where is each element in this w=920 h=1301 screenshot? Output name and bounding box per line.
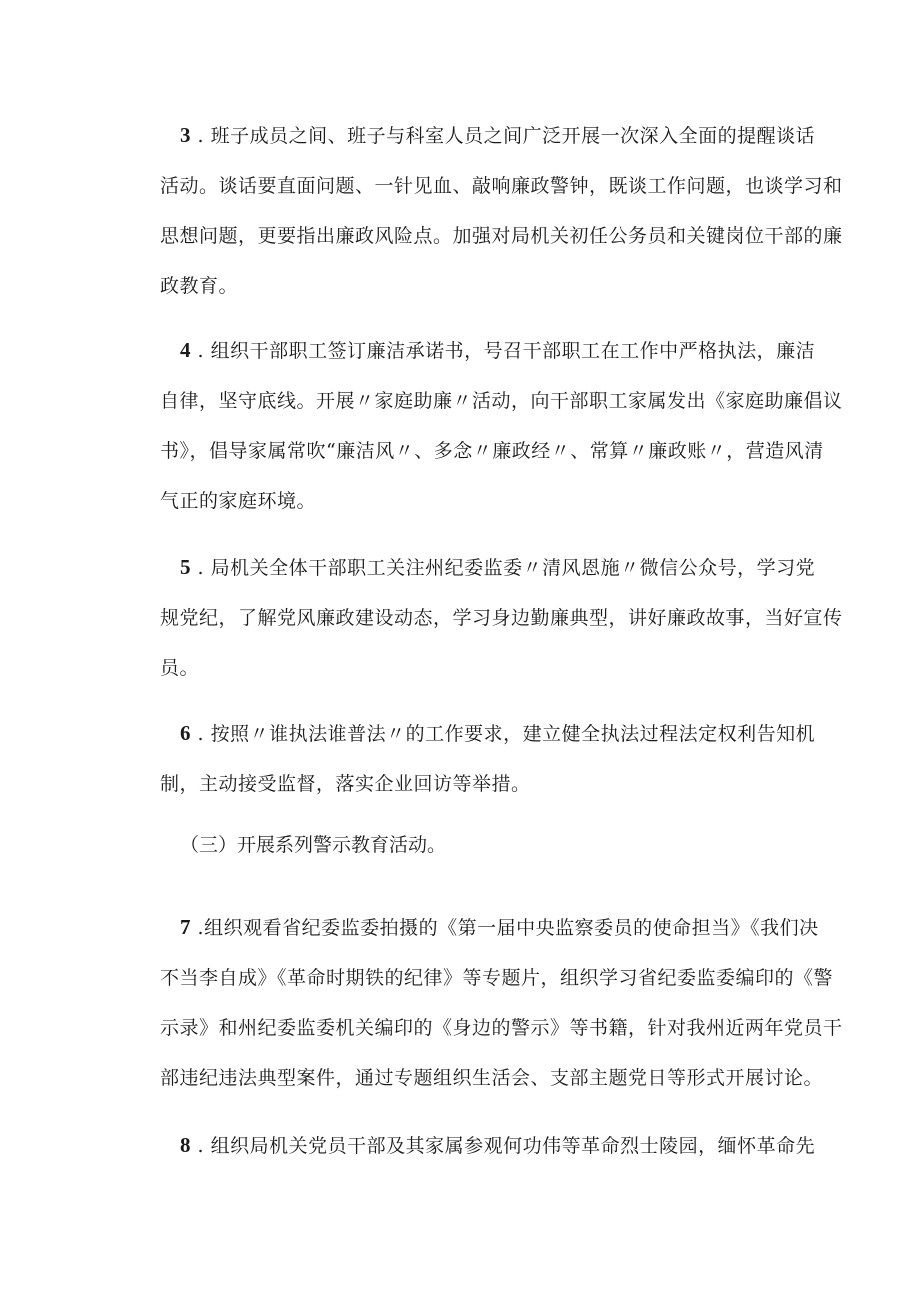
paragraph-line: 制，主动接受监督，落实企业回访等举措。 [160, 773, 531, 795]
paragraph-4 [160, 325, 843, 526]
paragraph-line: 8 . 组织局机关党员干部及其家属参观何功伟等革命烈士陵园，缅怀革命先 [180, 1133, 816, 1157]
paragraph-line: 规党纪，了解党风廉政建设动态，学习身边勤廉典型，讲好廉政故事，当好宣传 [160, 607, 843, 629]
item-number: 4 [180, 338, 191, 362]
paragraph-line: 活动。谈话要直面问题、一针见血、敲响廉政警钟，既谈工作问题，也谈学习和 [160, 175, 843, 197]
item-number: 3 [180, 123, 191, 147]
paragraph-line: 3 . 班子成员之间、班子与科室人员之间广泛开展一次深入全面的提醒谈话 [180, 123, 816, 147]
paragraph-line: 自律，坚守底线。开展〃家庭助廉〃活动，向干部职工家属发出《家庭助廉倡议 [160, 390, 843, 412]
paragraph-line: 不当李自成》《革命时期铁的纪律》等专题片，组织学习省纪委监委编印的《警 [160, 967, 834, 989]
item-number: 7 [180, 915, 191, 939]
paragraph-line: 书》，倡导家属常吹“廉洁风〃、多念〃廉政经〃、常算〃廉政账〃，营造风清 [160, 440, 824, 462]
paragraph-line: 气正的家庭环境。 [160, 490, 317, 512]
paragraph-line: 6 . 按照〃谁执法谁普法〃的工作要求，建立健全执法过程法定权利告知机 [180, 721, 816, 745]
section-heading: （三）开展系列警示教育活动。 [180, 834, 447, 856]
paragraph-5 [160, 542, 843, 693]
paragraph-line: 政教育。 [160, 275, 239, 297]
paragraph-line: 7 .组织观看省纪委监委拍摄的《第一届中央监察委员的使命担当》《我们决 [180, 915, 819, 939]
paragraph-line: 思想问题，更要指出廉政风险点。加强对局机关初任公务员和关键岗位干部的廉 [160, 225, 843, 247]
paragraph-line: 员。 [160, 657, 200, 679]
paragraph-6 [160, 708, 816, 809]
paragraph-8 [160, 1120, 816, 1171]
paragraph-line: 示录》和州纪委监委机关编印的《身边的警示》等书籍，针对我州近两年党员干 [160, 1017, 843, 1039]
paragraph-7 [160, 902, 843, 1103]
paragraph-line: 5 . 局机关全体干部职工关注州纪委监委〃清风恩施〃微信公众号，学习党 [180, 555, 816, 579]
item-number: 6 [180, 721, 191, 745]
paragraph-line: 4 . 组织干部职工签订廉洁承诺书，号召干部职工在工作中严格执法，廉洁 [180, 338, 816, 362]
paragraph-line: 部违纪违法典型案件，通过专题组织生活会、支部主题党日等形式开展讨论。 [160, 1067, 824, 1089]
paragraph-3 [160, 110, 843, 311]
item-number: 8 [180, 1133, 191, 1157]
item-number: 5 [180, 555, 191, 579]
